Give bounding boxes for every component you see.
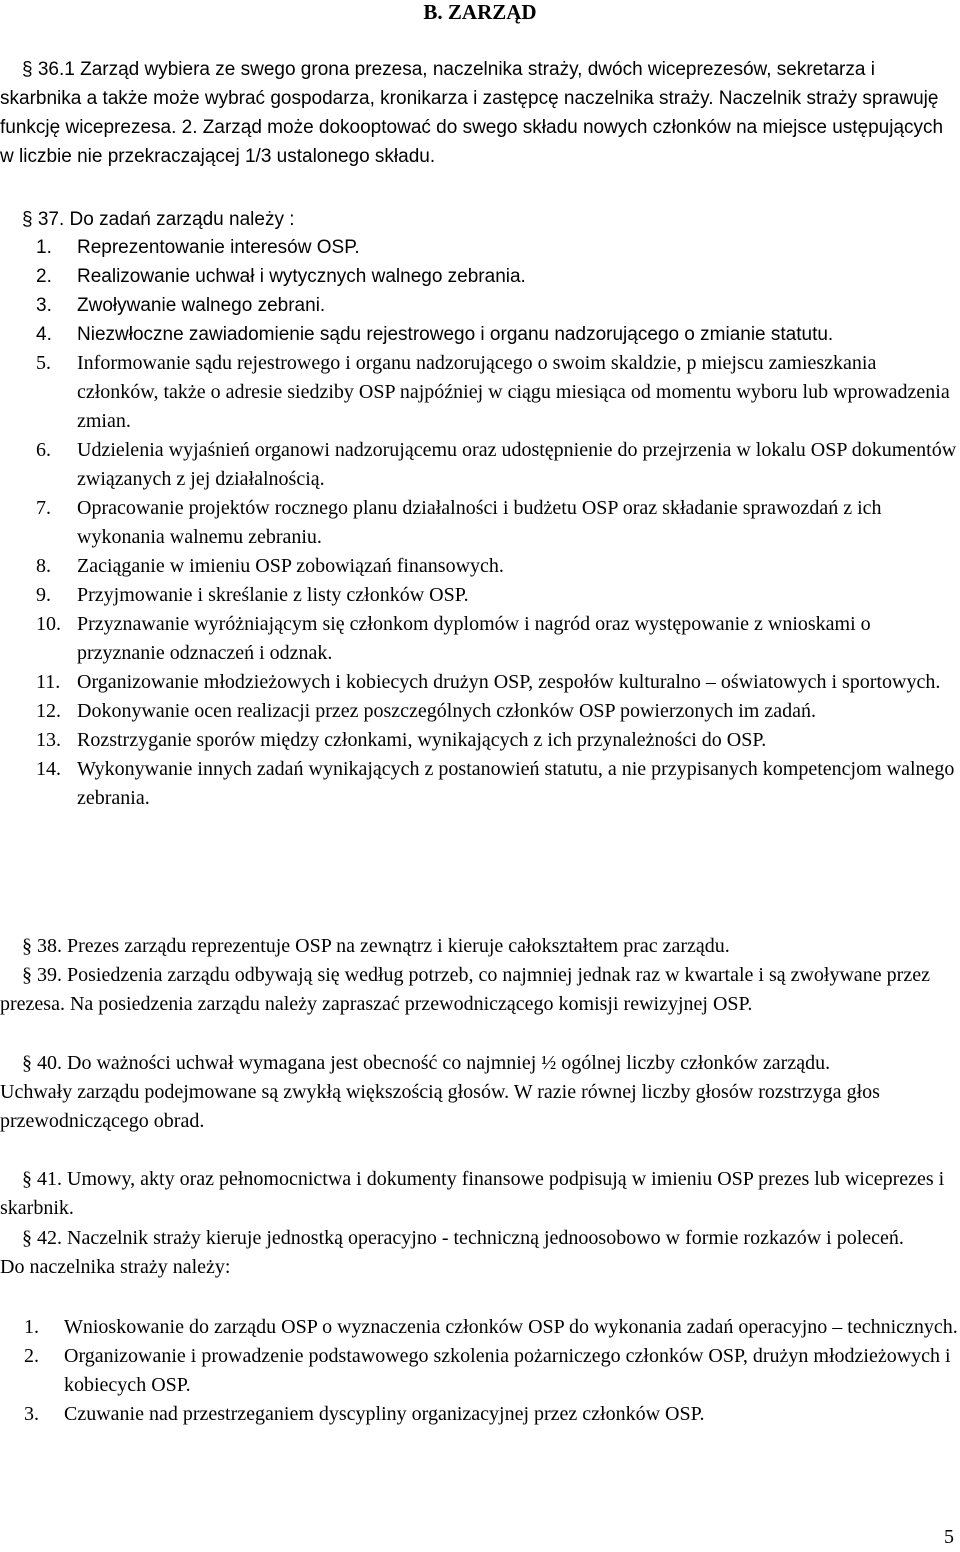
list-item [0, 262, 960, 291]
list-item-number: 5. [36, 352, 51, 374]
list-item [0, 581, 960, 610]
list-item-text: Organizowanie młodzieżowych i kobiecych drużyn OSP, zespołów kulturalno – oświatowych i sportowych. [77, 671, 941, 693]
list-item-text: Udzielenia wyjaśnień organowi nadzorującemu oraz udostępnienie do przejrzenia w lokalu OSP dokumentów związanych z jej działalnością. [77, 439, 957, 490]
list-item [0, 349, 960, 436]
list-item [0, 436, 960, 494]
list-item-text: Opracowanie projektów rocznego planu działalności i budżetu OSP oraz składanie sprawozdań z ich wykonania walnemu zebraniu. [77, 497, 882, 548]
duties-list [0, 233, 960, 813]
paragraph-42-continuation: Do naczelnika straży należy: [0, 1256, 231, 1278]
list-item [0, 1400, 960, 1429]
list-item-text: Rozstrzyganie sporów między członkami, wynikających z ich przynależności do OSP. [77, 729, 767, 751]
list-item [0, 726, 960, 755]
paragraph-42-text: § 42. Naczelnik straży kieruje jednostką operacyjno - techniczną jednoosobowo w formie rozkazów i poleceń. [22, 1227, 904, 1249]
list-item-number: 4. [36, 324, 52, 345]
list-item-text: Zwoływanie walnego zebrani. [77, 295, 326, 316]
list-item [0, 1313, 960, 1342]
page-number: 5 [944, 1526, 954, 1548]
list-item-number: 2. [36, 266, 52, 287]
list-item [0, 1342, 960, 1400]
list-item-number: 8. [36, 555, 51, 577]
list-item-number: 7. [36, 497, 51, 519]
list-item-number: 13. [36, 729, 61, 751]
list-item-number: 9. [36, 584, 51, 606]
list-item-text: Realizowanie uchwał i wytycznych walnego zebrania. [77, 266, 526, 287]
paragraph-41 [0, 1165, 960, 1223]
list-item-number: 3. [24, 1403, 39, 1425]
list-item [0, 552, 960, 581]
paragraph-37-text: § 37. Do zadań zarządu należy : [22, 209, 295, 230]
list-item-number: 6. [36, 439, 51, 461]
list-item-text: Niezwłoczne zawiadomienie sądu rejestrowego i organu nadzorującego o zmianie statutu. [77, 324, 834, 345]
section-title: B. ZARZĄD [423, 0, 537, 24]
list-item-number: 10. [36, 613, 61, 635]
list-item [0, 755, 960, 813]
list-item [0, 320, 960, 349]
list-item-text: Dokonywanie ocen realizacji przez poszczególnych członków OSP powierzonych im zadań. [77, 700, 816, 722]
paragraph-36-text: § 36.1 Zarząd wybiera ze swego grona prezesa, naczelnika straży, dwóch wiceprezesów, sekretarza i skarbnika a także może wybrać gospodarza, kronikarza i zastępcę naczelnika straży. Naczelnik straży sprawuję funkcję wiceprezesa. 2. Zarząd może dokooptować do swego składu nowych członków na miejsce ustępujących w liczbie nie przekraczającej 1/3 ustalonego składu. [0, 59, 944, 167]
paragraph-39 [0, 961, 960, 1019]
list-item-text: Organizowanie i prowadzenie podstawowego szkolenia pożarniczego członków OSP, drużyn młodzieżowych i kobiecych OSP. [64, 1345, 951, 1396]
paragraph-38-text: § 38. Prezes zarządu reprezentuje OSP na zewnątrz i kieruje całokształtem prac zarządu. [22, 935, 730, 957]
paragraph-40-text: § 40. Do ważności uchwał wymagana jest obecność co najmniej ½ ogólnej liczby członków zarządu. [22, 1052, 831, 1074]
list-item-text: Wnioskowanie do zarządu OSP o wyznaczenia członków OSP do wykonania zadań operacyjno – technicznych. [64, 1316, 958, 1338]
list-item [0, 668, 960, 697]
list-item-number: 14. [36, 758, 61, 780]
list-item-text: Czuwanie nad przestrzeganiem dyscypliny organizacyjnej przez członków OSP. [64, 1403, 705, 1425]
list-item-number: 1. [24, 1316, 39, 1338]
list-item [0, 494, 960, 552]
paragraph-40 [0, 1049, 960, 1136]
paragraph-42 [0, 1224, 960, 1282]
paragraph-40-continuation: Uchwały zarządu podejmowane są zwykłą większością głosów. W razie równej liczby głosów rozstrzyga głos przewodniczącego obrad. [0, 1081, 880, 1132]
paragraph-36 [0, 55, 960, 171]
list-item-number: 1. [36, 237, 52, 258]
list-item-text: Reprezentowanie interesów OSP. [77, 237, 360, 258]
list-item-number: 12. [36, 700, 61, 722]
list-item-text: Informowanie sądu rejestrowego i organu nadzorującego o swoim skaldzie, p miejscu zamieszkania członków, także o adresie siedziby OSP najpóźniej w ciągu miesiąca od momentu wyboru lub wprowadzenia zmian. [77, 352, 950, 432]
list-item-text: Przyznawanie wyróżniającym się członkom dyplomów i nagród oraz występowanie z wnioskami o przyznanie odznaczeń i odznak. [77, 613, 871, 664]
list-item-number: 2. [24, 1345, 39, 1367]
commander-duties-list [0, 1313, 960, 1429]
list-item [0, 697, 960, 726]
paragraph-41-text: § 41. Umowy, akty oraz pełnomocnictwa i dokumenty finansowe podpisują w imieniu OSP prezes lub wiceprezes i skarbnik. [0, 1168, 945, 1219]
list-item [0, 291, 960, 320]
list-item [0, 233, 960, 262]
paragraph-38 [0, 932, 960, 961]
list-item-text: Wykonywanie innych zadań wynikających z postanowień statutu, a nie przypisanych kompetencjom walnego zebrania. [77, 758, 955, 809]
list-item-text: Zaciąganie w imieniu OSP zobowiązań finansowych. [77, 555, 504, 577]
paragraph-37 [0, 205, 960, 234]
list-item [0, 610, 960, 668]
list-item-number: 3. [36, 295, 52, 316]
list-item-text: Przyjmowanie i skreślanie z listy członków OSP. [77, 584, 469, 606]
paragraph-39-text: § 39. Posiedzenia zarządu odbywają się według potrzeb, co najmniej jednak raz w kwartale i są zwoływane przez prezesa. Na posiedzenia zarządu należy zapraszać przewodniczącego komisji rewizyjnej OSP. [0, 964, 930, 1015]
list-item-number: 11. [36, 671, 61, 693]
